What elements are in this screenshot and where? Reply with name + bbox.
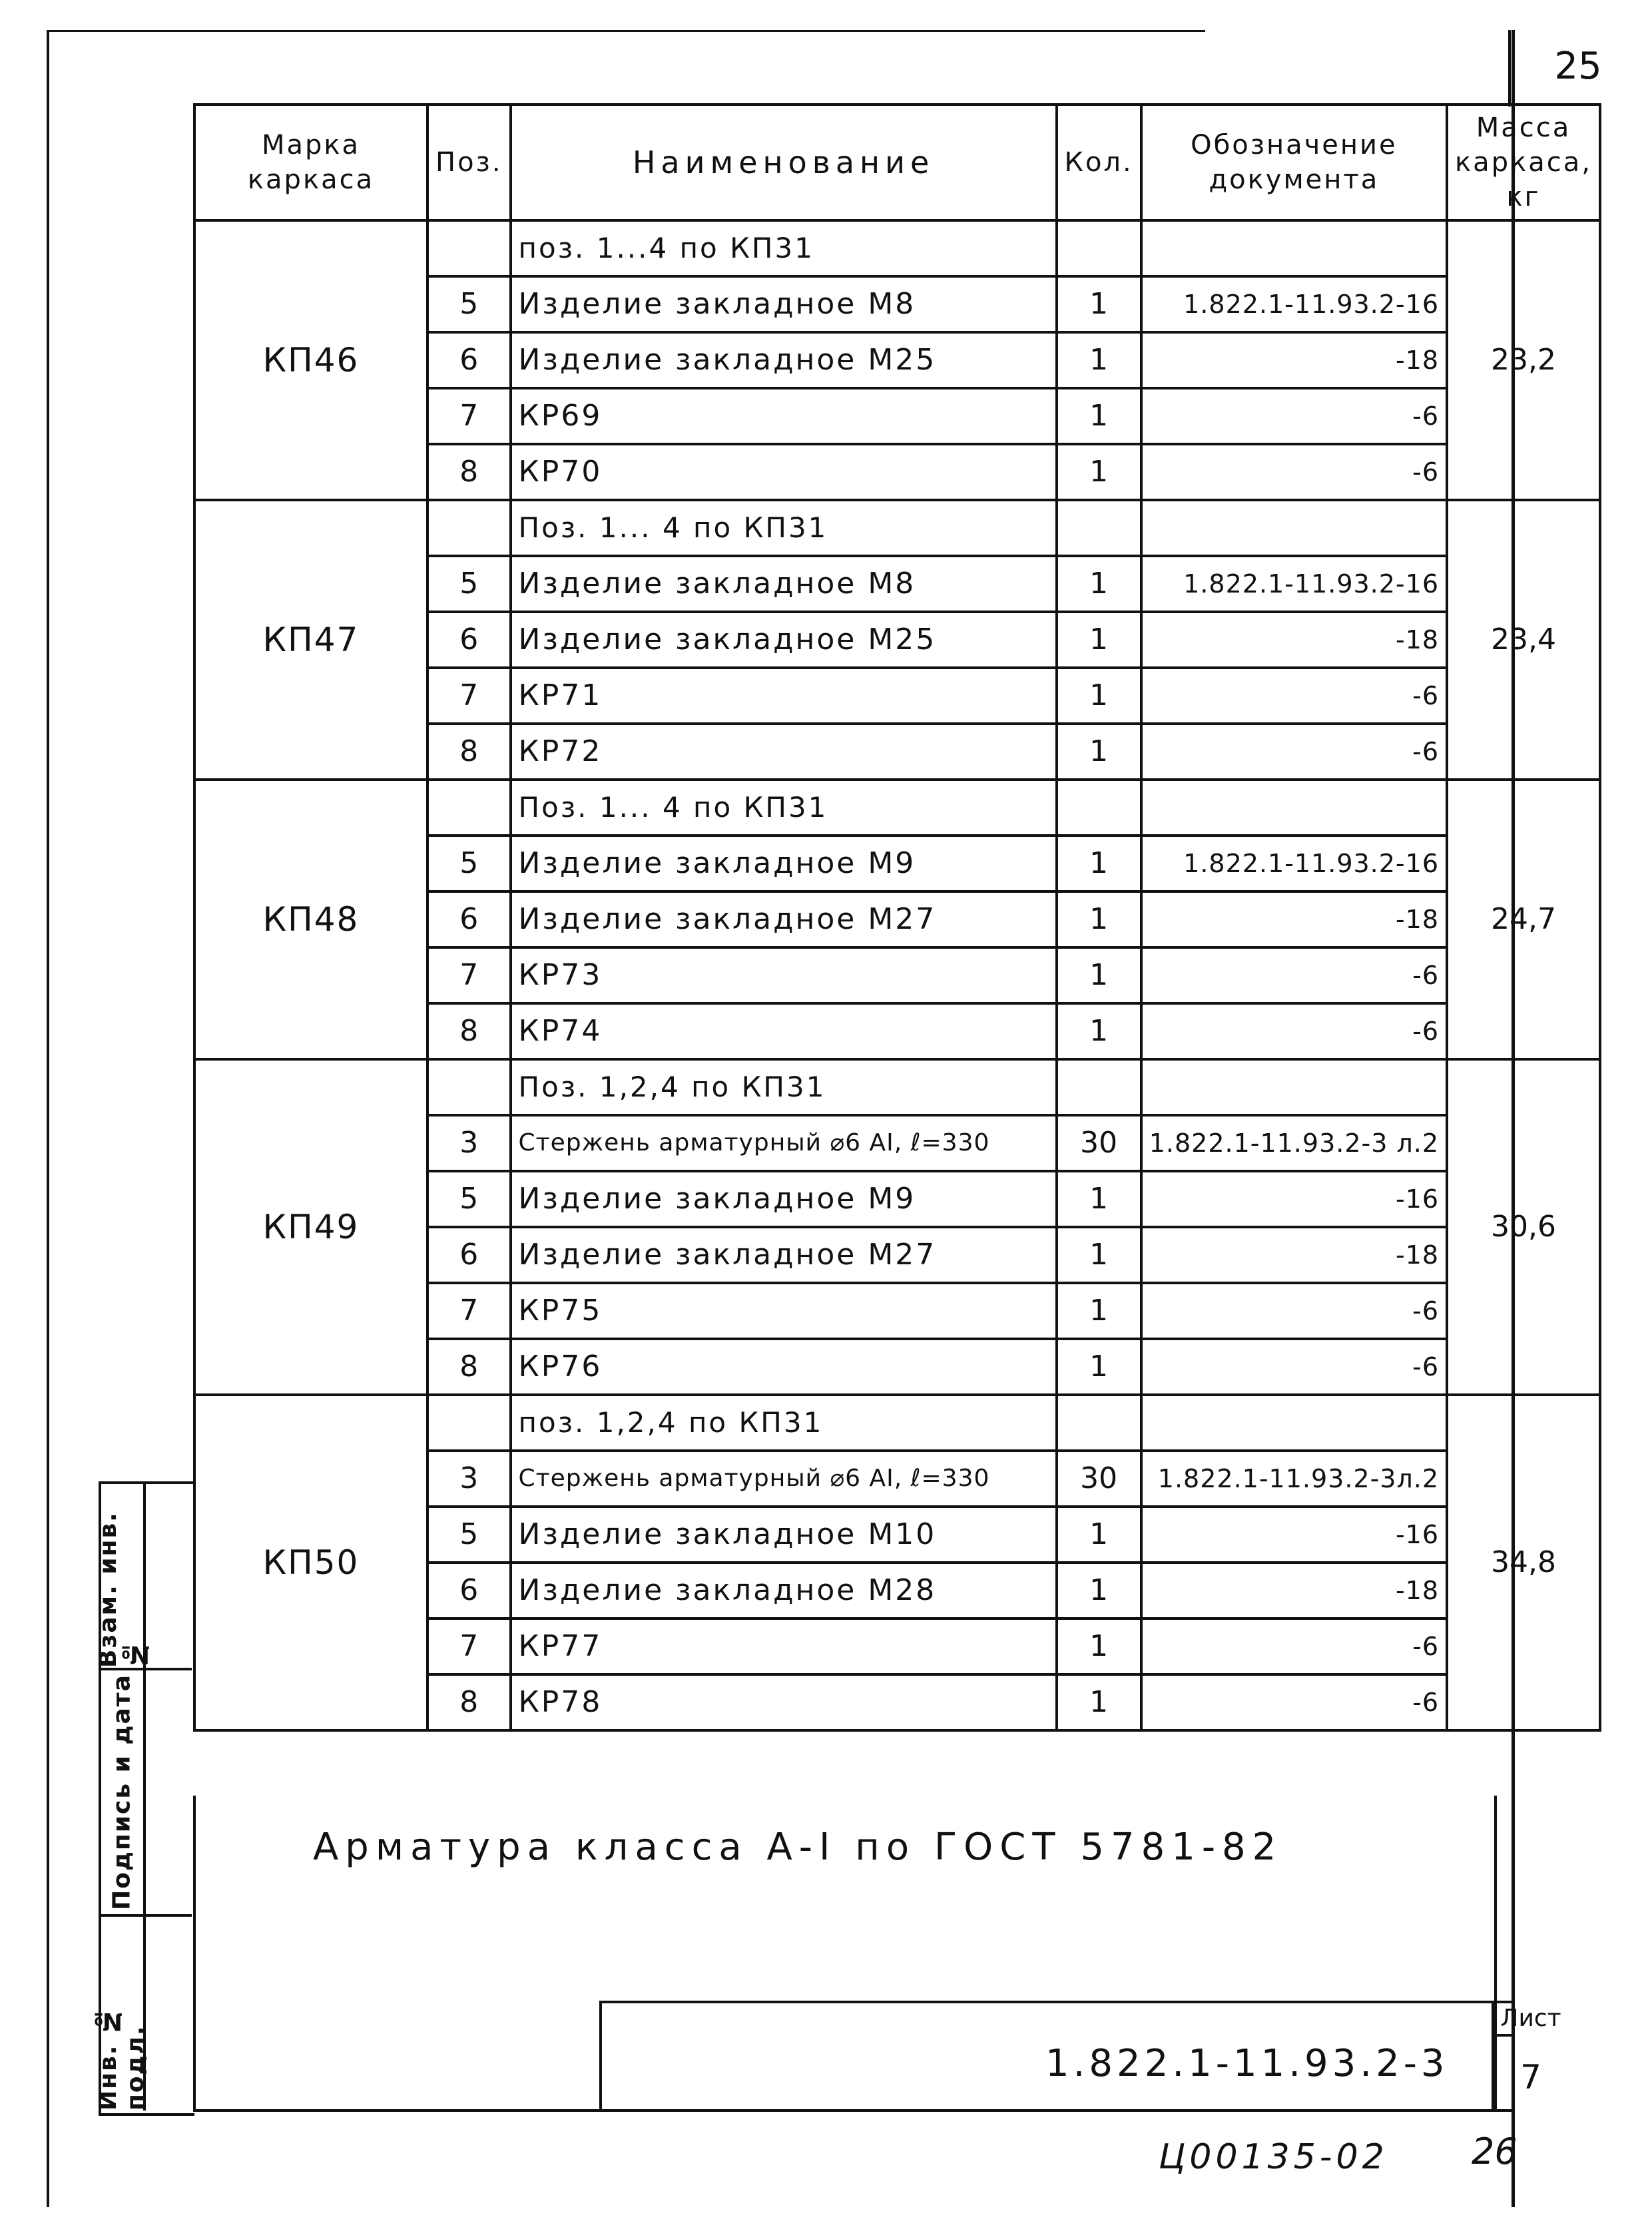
quantity-cell: 1 [1057,1003,1141,1059]
item-name-cell: Изделие закладное М25 [511,332,1057,388]
document-cell: 1.822.1-11.93.2-16 [1141,276,1447,332]
document-cell: -6 [1141,1003,1447,1059]
document-cell: -6 [1141,1618,1447,1674]
document-cell: -6 [1141,444,1447,500]
sheet-label: Лист [1500,2005,1561,2032]
quantity-cell: 1 [1057,947,1141,1003]
document-cell: -6 [1141,947,1447,1003]
quantity-cell [1057,780,1141,836]
quantity-cell: 1 [1057,1171,1141,1227]
frame-mass-cell: 24,7 [1447,780,1600,1059]
position-cell: 7 [427,668,511,724]
item-name-cell: Изделие закладное М28 [511,1563,1057,1618]
document-cell: -16 [1141,1171,1447,1227]
table-row [194,220,1600,276]
document-cell: -6 [1141,1283,1447,1339]
item-name-cell: Стержень арматурный ⌀6 АI, ℓ=330 [511,1451,1057,1507]
frame-mass-cell: 23,2 [1447,220,1600,500]
item-name-cell: Поз. 1... 4 по КП31 [511,780,1057,836]
position-cell [427,1059,511,1115]
stamp-replacement-inv: Взам. инв. № [95,1511,149,1668]
item-name-cell: КР76 [511,1339,1057,1395]
item-name-cell: КР71 [511,668,1057,724]
quantity-cell: 1 [1057,612,1141,668]
quantity-cell: 30 [1057,1115,1141,1171]
position-cell: 6 [427,1227,511,1283]
position-cell: 6 [427,891,511,947]
frame-mark-cell: КП48 [194,780,427,1059]
quantity-cell [1057,1395,1141,1451]
item-name-cell: КР75 [511,1283,1057,1339]
quantity-cell: 1 [1057,1507,1141,1563]
position-cell: 6 [427,332,511,388]
frame-mark-cell: КП49 [194,1059,427,1395]
position-cell: 8 [427,724,511,780]
frame-left-border [47,30,49,2207]
frame-mass-cell: 30,6 [1447,1059,1600,1395]
frame-mark-cell: КП46 [194,220,427,500]
position-cell: 7 [427,1283,511,1339]
document-cell: -6 [1141,388,1447,444]
item-name-cell: КР74 [511,1003,1057,1059]
quantity-cell: 30 [1057,1451,1141,1507]
position-cell: 8 [427,1003,511,1059]
frame-mass-cell: 34,8 [1447,1395,1600,1730]
quantity-cell: 1 [1057,891,1141,947]
quantity-cell: 1 [1057,1563,1141,1618]
item-name-cell: КР72 [511,724,1057,780]
quantity-cell: 1 [1057,1227,1141,1283]
sheet-number: 7 [1520,2058,1541,2097]
document-cell: -6 [1141,724,1447,780]
position-cell: 6 [427,1563,511,1618]
frame-top-border [47,30,1205,32]
page-number: 25 [1554,45,1602,88]
document-cell: -6 [1141,668,1447,724]
position-cell: 8 [427,1339,511,1395]
quantity-cell [1057,220,1141,276]
reinforcement-note: Арматура класса А-I по ГОСТ 5781-82 [313,1826,1283,1869]
archive-page-number: 26 [1472,2130,1517,2172]
item-name-cell: КР70 [511,444,1057,500]
item-name-cell: КР69 [511,388,1057,444]
item-name-cell: Изделие закладное М27 [511,1227,1057,1283]
quantity-cell: 1 [1057,1339,1141,1395]
position-cell: 8 [427,444,511,500]
item-name-cell: поз. 1,2,4 по КП31 [511,1395,1057,1451]
quantity-cell: 1 [1057,276,1141,332]
position-cell: 7 [427,947,511,1003]
document-cell: 1.822.1-11.93.2-16 [1141,556,1447,612]
table-row [194,1395,1600,1451]
item-name-cell: Изделие закладное М25 [511,612,1057,668]
item-name-cell: Стержень арматурный ⌀6 АI, ℓ=330 [511,1115,1057,1171]
item-name-cell: Поз. 1,2,4 по КП31 [511,1059,1057,1115]
page-number-box-border [1508,30,1511,107]
header-pos: Поз. [427,105,511,220]
quantity-cell [1057,500,1141,556]
document-cell: -18 [1141,1227,1447,1283]
table-row [194,780,1600,836]
table-body [194,220,1600,1730]
frame-mark-cell: КП50 [194,1395,427,1730]
item-name-cell: КР77 [511,1618,1057,1674]
document-cell: -18 [1141,332,1447,388]
document-cell: -18 [1141,891,1447,947]
position-cell [427,1395,511,1451]
item-name-cell: Изделие закладное М8 [511,276,1057,332]
document-cell [1141,1059,1447,1115]
title-block-bottom-border [193,2109,1515,2112]
document-cell: -18 [1141,612,1447,668]
document-cell: -18 [1141,1563,1447,1618]
position-cell: 5 [427,1171,511,1227]
quantity-cell: 1 [1057,724,1141,780]
table-header-row [194,105,1600,220]
position-cell: 5 [427,556,511,612]
frame-mark-cell: КП47 [194,500,427,780]
item-name-cell: Изделие закладное М9 [511,836,1057,891]
archive-code: Ц00135-02 [1159,2137,1388,2177]
frame-mass-cell: 23,4 [1447,500,1600,780]
header-mass: Масса каркаса, кг [1447,105,1600,220]
title-block-top-border [599,2001,1515,2003]
item-name-cell: Изделие закладное М8 [511,556,1057,612]
position-cell: 7 [427,388,511,444]
position-cell [427,500,511,556]
document-cell [1141,780,1447,836]
quantity-cell: 1 [1057,556,1141,612]
header-name: Наименование [511,105,1057,220]
document-cell: 1.822.1-11.93.2-3л.2 [1141,1451,1447,1507]
position-cell: 3 [427,1115,511,1171]
position-cell: 6 [427,612,511,668]
item-name-cell: КР78 [511,1674,1057,1730]
position-cell: 8 [427,1674,511,1730]
document-cell: 1.822.1-11.93.2-16 [1141,836,1447,891]
position-cell: 5 [427,276,511,332]
document-cell: 1.822.1-11.93.2-3 л.2 [1141,1115,1447,1171]
quantity-cell: 1 [1057,668,1141,724]
item-name-cell: Изделие закладное М9 [511,1171,1057,1227]
title-block-left-border [599,2001,602,2111]
document-cell: -6 [1141,1339,1447,1395]
quantity-cell: 1 [1057,1618,1141,1674]
position-cell [427,220,511,276]
quantity-cell: 1 [1057,444,1141,500]
document-cell [1141,1395,1447,1451]
document-cell [1141,500,1447,556]
stamp-original-inv: Инв. № подл. [95,2006,149,2111]
header-doc: Обозначение документа [1141,105,1447,220]
header-mark: Марка каркаса [194,105,427,220]
quantity-cell: 1 [1057,836,1141,891]
stamp-signature-date: Подпись и дата [108,1674,136,1911]
header-qty: Кол. [1057,105,1141,220]
item-name-cell: Изделие закладное М27 [511,891,1057,947]
item-name-cell: КР73 [511,947,1057,1003]
position-cell [427,780,511,836]
quantity-cell: 1 [1057,1283,1141,1339]
quantity-cell [1057,1059,1141,1115]
position-cell: 3 [427,1451,511,1507]
item-name-cell: Поз. 1... 4 по КП31 [511,500,1057,556]
quantity-cell: 1 [1057,332,1141,388]
quantity-cell: 1 [1057,388,1141,444]
document-cell [1141,220,1447,276]
position-cell: 7 [427,1618,511,1674]
table-row [194,1059,1600,1115]
item-name-cell: Изделие закладное М10 [511,1507,1057,1563]
quantity-cell: 1 [1057,1674,1141,1730]
position-cell: 5 [427,836,511,891]
item-name-cell: поз. 1...4 по КП31 [511,220,1057,276]
document-cell: -16 [1141,1507,1447,1563]
position-cell: 5 [427,1507,511,1563]
document-cell: -6 [1141,1674,1447,1730]
document-code: 1.822.1-11.93.2-3 [1045,2042,1449,2085]
table-row [194,500,1600,556]
specification-table [193,103,1601,1732]
